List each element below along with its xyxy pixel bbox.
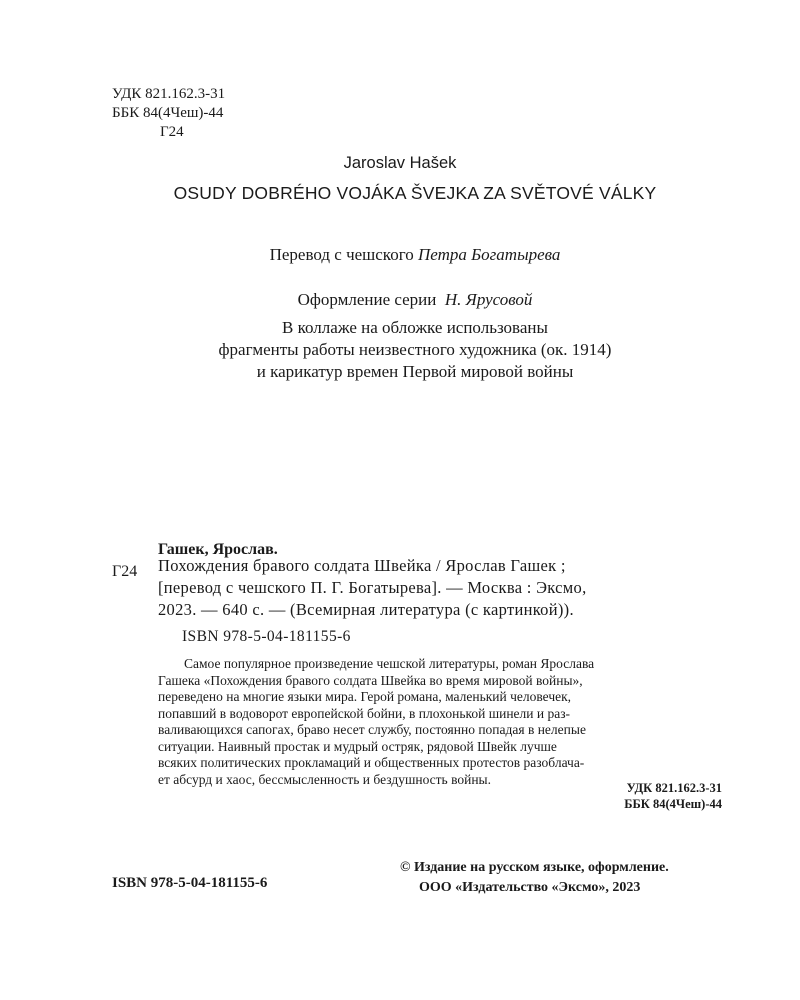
bbk-code: ББК 84(4Чеш)-44 <box>112 105 224 121</box>
original-author: Jaroslav Hašek <box>343 154 457 172</box>
annotation-line: валивающихся сапогах, браво несет службу, постоянно попадая в нелепые <box>158 722 586 737</box>
record-author-sign: Г24 <box>112 563 138 580</box>
translation-label: Перевод с чешского <box>269 245 414 264</box>
series-design-credit <box>0 290 800 310</box>
udk-code: УДК 821.162.3-31 <box>112 86 226 102</box>
record-description-line: Похождения бравого солдата Швейка / Ярослав Гашек ; <box>158 556 566 575</box>
cover-note-line: и карикатур времен Первой мировой войны <box>256 362 574 381</box>
annotation <box>158 656 720 788</box>
footer-isbn: ISBN 978-5-04-181155-6 <box>112 875 268 891</box>
cover-note-line: фрагменты работы неизвестного художника (ок. 1914) <box>218 340 612 359</box>
translator-name: Петра Богатырева <box>418 245 561 264</box>
series-designer-name: Н. Ярусовой <box>444 290 533 309</box>
copyright-line: © Издание на русском языке, оформление. <box>400 860 669 875</box>
annotation-line: ет абсурд и хаос, бессмысленность и бездушность войны. <box>158 771 492 787</box>
author-sign-code: Г24 <box>160 124 184 140</box>
translation-credit <box>0 245 800 265</box>
annotation-line: ситуации. Наивный простак и мудрый остряк, рядовой Швейк лучше <box>158 738 557 754</box>
copyright-notice <box>400 858 669 898</box>
record-author: Гашек, Ярослав. <box>158 541 278 558</box>
annotation-line: Самое популярное произведение чешской литературы, роман Ярослава <box>184 656 595 671</box>
record-isbn: ISBN 978-5-04-181155-6 <box>182 628 351 645</box>
record-description <box>158 555 587 621</box>
cover-note <box>0 317 800 383</box>
record-bbk: ББК 84(4Чеш)-44 <box>624 797 722 811</box>
record-description-line: 2023. — 640 с. — (Всемирная литература (с картинкой)). <box>158 600 574 619</box>
record-udk: УДК 821.162.3-31 <box>626 781 722 795</box>
record-description-line: [перевод с чешского П. Г. Богатырева]. — Москва : Эксмо, <box>158 578 587 597</box>
copyright-line: ООО «Издательство «Эксмо», 2023 <box>419 880 641 895</box>
annotation-line: Гашека «Похождения бравого солдата Швейка во время мировой войны», <box>158 672 583 688</box>
annotation-line: переведено на многие языки мира. Герой романа, маленький человечек, <box>158 689 572 704</box>
series-design-label: Оформление серии <box>297 290 437 309</box>
annotation-line: попавший в водоворот европейской бойни, в плохонькой шинели и раз- <box>158 705 571 721</box>
original-title: OSUDY DOBRÉHO VOJÁKA ŠVEJKA ZA SVĚTOVÉ VÁLKY <box>173 183 657 203</box>
annotation-line: всяких политических прокламаций и общественных протестов разоблача- <box>158 755 585 770</box>
classification-block <box>112 85 225 142</box>
record-codes <box>624 780 722 812</box>
cover-note-line: В коллаже на обложке использованы <box>282 318 548 337</box>
